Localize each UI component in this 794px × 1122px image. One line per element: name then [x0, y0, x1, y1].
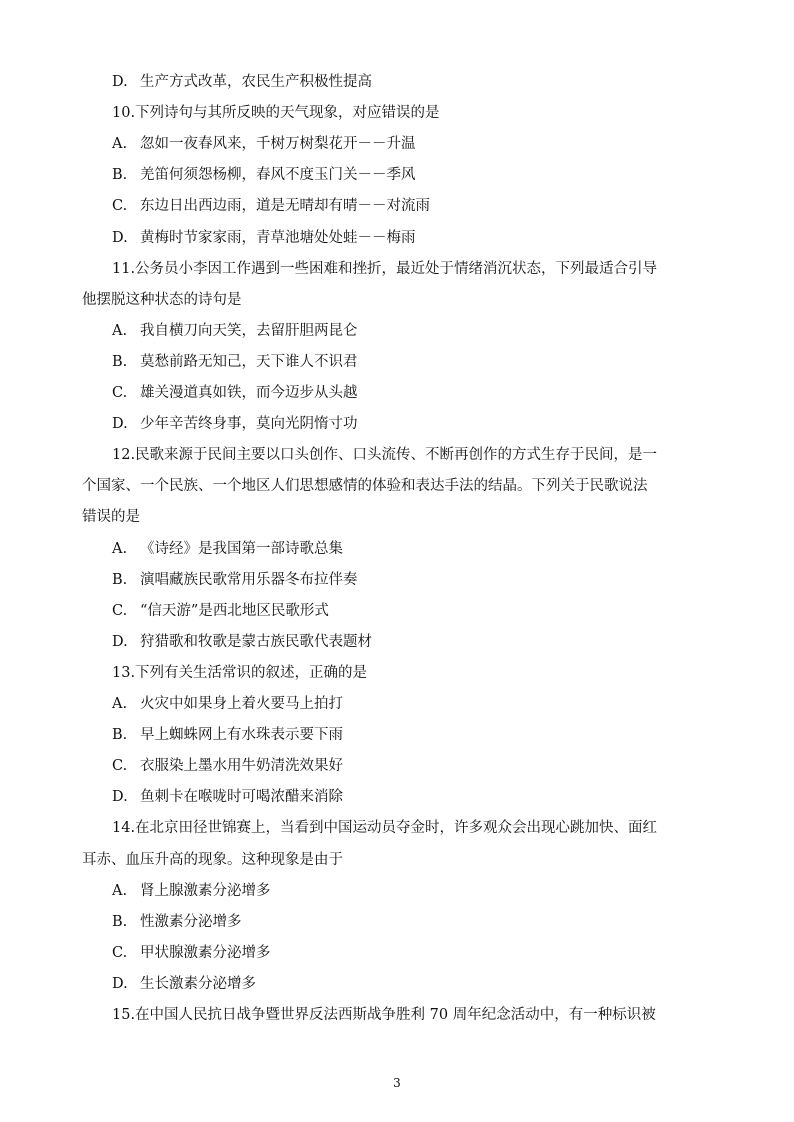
- option-letter: D.: [112, 230, 128, 246]
- option-line: [112, 228, 416, 248]
- option-letter: C.: [112, 385, 128, 401]
- option-line: [112, 134, 416, 154]
- option-line: [112, 539, 343, 559]
- question-stem: 13.下列有关生活常识的叙述，正确的是: [112, 665, 368, 681]
- option-text: 雄关漫道真如铁，而今迈步从头越: [140, 385, 358, 401]
- option-letter: C.: [112, 945, 128, 961]
- option-line: [112, 632, 372, 652]
- option-line: [112, 352, 358, 372]
- question-stem: 12.民歌来源于民间主要以口头创作、口头流传、不断再创作的方式生存于民间，是一: [112, 447, 658, 463]
- option-letter: C.: [112, 198, 128, 214]
- option-text: 肾上腺激素分泌增多: [140, 883, 271, 899]
- option-text: 忽如一夜春风来，千树万树梨花开－－升温: [140, 136, 416, 152]
- option-text: 衣服染上墨水用牛奶清洗效果好: [140, 758, 343, 774]
- option-line: [112, 383, 358, 403]
- option-text: 演唱藏族民歌常用乐器冬布拉伴奏: [140, 572, 358, 588]
- option-letter: A.: [112, 883, 128, 899]
- question-continuation: 错误的是: [82, 509, 140, 525]
- option-letter: D.: [112, 789, 128, 805]
- option-text: 莫愁前路无知己，天下谁人不识君: [140, 354, 358, 370]
- question-stem: 11.公务员小李因工作遇到一些困难和挫折，最近处于情绪消沉状态，下列最适合引导: [112, 261, 658, 277]
- option-text: 《诗经》是我国第一部诗歌总集: [140, 541, 343, 557]
- option-line: [112, 943, 271, 963]
- option-line: [112, 601, 329, 621]
- option-line: [112, 72, 372, 92]
- option-text: 火灾中如果身上着火要马上拍打: [140, 696, 343, 712]
- option-letter: A.: [112, 323, 128, 339]
- option-letter: B.: [112, 354, 128, 370]
- option-text: 早上蜘蛛网上有水珠表示要下雨: [140, 727, 343, 743]
- option-text: 性激素分泌增多: [140, 914, 242, 930]
- option-text: 羌笛何须怨杨柳，春风不度玉门关－－季风: [140, 167, 416, 183]
- option-line: [112, 321, 358, 341]
- option-line: [112, 881, 271, 901]
- option-line: [112, 414, 358, 434]
- option-letter: D.: [112, 416, 128, 432]
- question-stem: 10.下列诗句与其所反映的天气现象，对应错误的是: [112, 105, 440, 121]
- option-text: 甲状腺激素分泌增多: [140, 945, 271, 961]
- option-text: “信天游”是西北地区民歌形式: [140, 603, 329, 619]
- option-letter: D.: [112, 976, 128, 992]
- option-letter: B.: [112, 167, 128, 183]
- option-letter: D.: [112, 74, 128, 90]
- question-continuation: 他摆脱这种状态的诗句是: [82, 292, 242, 308]
- option-text: 少年辛苦终身事，莫向光阴惰寸功: [140, 416, 358, 432]
- option-text: 狩猎歌和牧歌是蒙古族民歌代表题材: [140, 634, 372, 650]
- option-letter: B.: [112, 914, 128, 930]
- option-letter: A.: [112, 541, 128, 557]
- option-letter: C.: [112, 758, 128, 774]
- option-text: 我自横刀向天笑，去留肝胆两昆仑: [140, 323, 358, 339]
- option-line: [112, 974, 256, 994]
- option-letter: B.: [112, 727, 128, 743]
- option-line: [112, 912, 242, 932]
- option-text: 生长激素分泌增多: [140, 976, 256, 992]
- option-line: [112, 165, 416, 185]
- question-continuation: 耳赤、血压升高的现象。这种现象是由于: [82, 852, 343, 868]
- option-letter: A.: [112, 696, 128, 712]
- option-text: 黄梅时节家家雨，青草池塘处处蛙－－梅雨: [140, 230, 416, 246]
- question-stem: 15.在中国人民抗日战争暨世界反法西斯战争胜利 70 周年纪念活动中，有一种标识被: [112, 1007, 656, 1023]
- question-continuation: 个国家、一个民族、一个地区人们思想感情的体验和表达手法的结晶。下列关于民歌说法: [82, 478, 648, 494]
- option-line: [112, 694, 343, 714]
- option-line: [112, 787, 343, 807]
- option-letter: A.: [112, 136, 128, 152]
- question-stem: 14.在北京田径世锦赛上，当看到中国运动员夺金时，许多观众会出现心跳加快、面红: [112, 820, 658, 836]
- option-letter: B.: [112, 572, 128, 588]
- option-text: 鱼刺卡在喉咙时可喝浓醋来消除: [140, 789, 343, 805]
- option-line: [112, 725, 343, 745]
- option-line: [112, 196, 430, 216]
- page-number: 3: [393, 1076, 401, 1090]
- option-text: 东边日出西边雨，道是无晴却有晴－－对流雨: [140, 198, 430, 214]
- option-letter: D.: [112, 634, 128, 650]
- option-text: 生产方式改革，农民生产积极性提高: [140, 74, 372, 90]
- option-line: [112, 756, 343, 776]
- option-line: [112, 570, 358, 590]
- option-letter: C.: [112, 603, 128, 619]
